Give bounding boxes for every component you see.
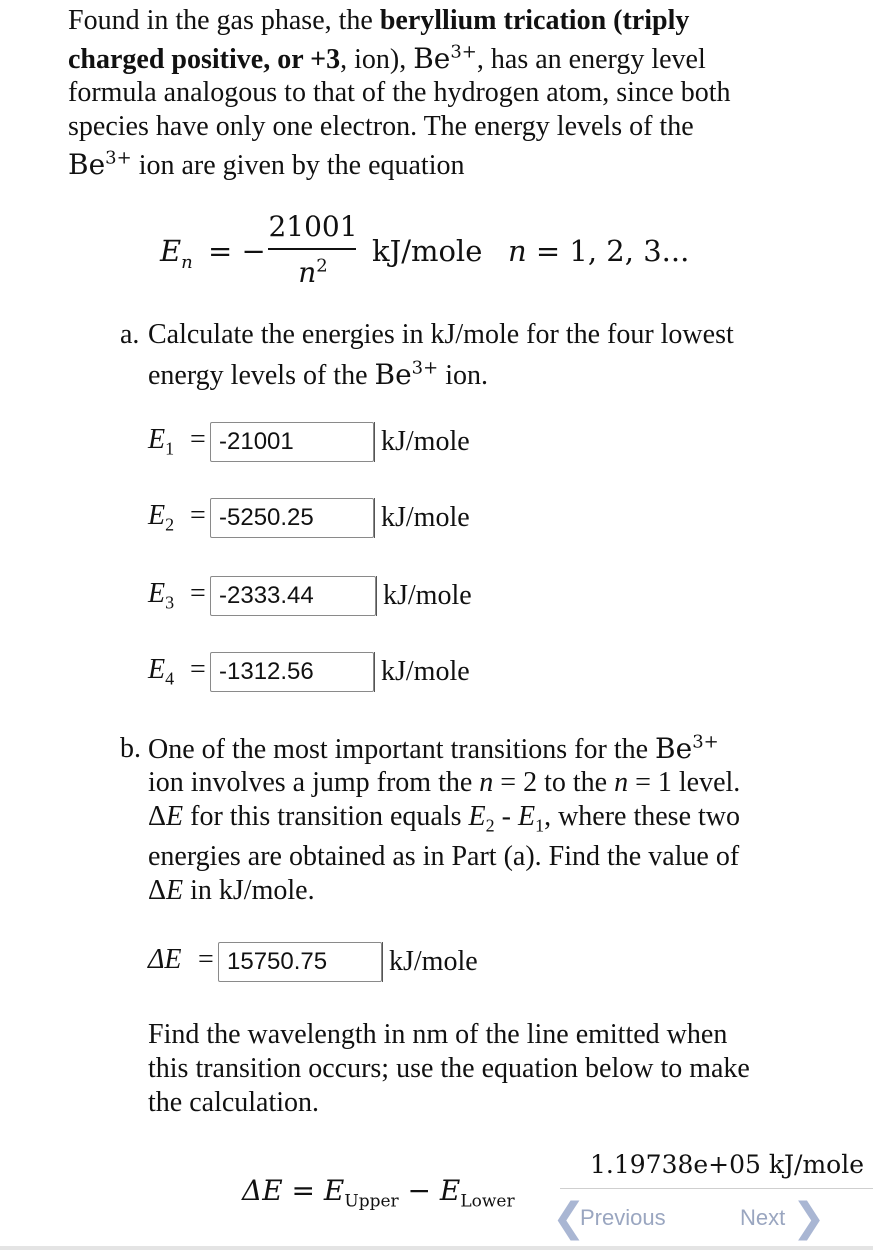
equation-numerator: 21001 [268, 210, 358, 243]
part-b-line-2 [148, 766, 808, 800]
part-b-question [120, 731, 820, 906]
find-line-3: the calculation. [148, 1087, 320, 1118]
part-b-line-5a: in kJ/mole. [183, 875, 315, 906]
ion-charge-2: 3+ [105, 147, 132, 169]
ion-base-3: Be [374, 358, 412, 391]
intro-text-1: Found in the gas phase, the [68, 5, 380, 36]
e1-input[interactable] [210, 422, 374, 462]
part-a-line-1: Calculate the energies in kJ/mole for the four lowest [148, 319, 734, 350]
chevron-left-icon: ❮ [552, 1195, 586, 1241]
ion-charge: 3+ [450, 41, 477, 63]
e2-unit: kJ/mole [374, 498, 470, 538]
intro-bold-1: beryllium trication (triply [379, 5, 690, 36]
part-b-eq2: = 2 to the [493, 767, 615, 798]
equation-fraction-bar [268, 248, 356, 250]
bottom-eq-fraction-bar [560, 1188, 873, 1189]
part-a-line-2-text: energy levels of the [148, 360, 375, 391]
bottom-eq-lhs-text: ΔE = E [242, 1174, 345, 1207]
e1-var: E [148, 424, 166, 455]
e4-var: E [148, 654, 166, 685]
e4-input[interactable] [210, 652, 374, 692]
bottom-eq-lower: Lower [460, 1191, 515, 1212]
previous-label: Previous [580, 1205, 666, 1230]
bottom-eq-upper: Upper [344, 1191, 399, 1212]
find-line-2: this transition occurs; use the equation below to make [148, 1053, 750, 1084]
part-b-line-2a: ion involves a jump from the [148, 767, 480, 798]
part-b-line-1-text: One of the most important transitions for the [148, 734, 656, 765]
e1-sub: 1 [165, 438, 175, 459]
ion-base: Be [413, 42, 451, 75]
ion-base-4: Be [655, 732, 693, 765]
e4-sub: 4 [165, 668, 175, 689]
bottom-divider [0, 1246, 873, 1250]
equation-equals-minus: = − [208, 234, 266, 268]
ion-symbol-2 [68, 148, 132, 181]
bottom-eq-lhs [242, 1174, 515, 1212]
intro-line-5 [68, 148, 828, 182]
part-b-eq1: = 1 level. [628, 767, 741, 798]
next-label: Next [740, 1205, 786, 1230]
equation-denominator-var: n [298, 256, 317, 289]
part-a-line-2 [148, 358, 808, 392]
delta-e-label: ΔE [148, 944, 182, 975]
e1-label [148, 424, 175, 459]
e2-var: E [148, 500, 166, 531]
delta-e-input[interactable] [218, 942, 382, 982]
part-b-label: b. [120, 733, 141, 764]
part-b-text [148, 732, 808, 908]
delta-e-equals: = [198, 944, 214, 975]
intro-text-5: ion are given by the equation [131, 150, 465, 181]
intro-paragraph [68, 4, 828, 182]
e2-label [148, 500, 175, 535]
part-b-line-3c: - [494, 801, 518, 832]
e4-unit: kJ/mole [374, 652, 470, 692]
equation-lhs-sub: n [181, 251, 193, 273]
e2-sub: 2 [165, 514, 175, 535]
ion-charge-4: 3+ [692, 731, 719, 753]
find-wavelength-text [148, 1018, 848, 1120]
equation-n-range: = 1, 2, 3... [535, 234, 690, 268]
bottom-eq-numerator: 1.19738e+05 kJ/mole [590, 1150, 865, 1179]
intro-text-2: , ion), [340, 44, 414, 75]
equation-denominator-exp: 2 [316, 255, 328, 277]
equation-n-values [508, 234, 689, 268]
equation-lhs [160, 234, 193, 273]
ion-base-2: Be [68, 148, 106, 181]
e3-label [148, 578, 175, 613]
find-line-1: Find the wavelength in nm of the line emitted when [148, 1019, 728, 1050]
bottom-eq-minus: − E [398, 1174, 461, 1207]
e2-equals: = [190, 500, 206, 531]
ion-symbol-3 [375, 358, 439, 391]
intro-line-4: species have only one electron. The energy levels of the [68, 111, 694, 142]
part-b-delta-2: Δ [148, 875, 167, 906]
intro-bold-2: charged positive, or +3 [68, 44, 341, 75]
e3-var: E [148, 578, 166, 609]
intro-line-3: formula analogous to that of the hydrogen atom, since both [68, 77, 731, 108]
part-b-line-3b: for this transition equals [183, 801, 469, 832]
equation-denominator [268, 256, 358, 289]
e3-input[interactable] [210, 576, 376, 616]
chevron-right-icon: ❯ [792, 1195, 826, 1241]
equation-unit: kJ/mole [372, 234, 483, 268]
part-b-line-3: ΔE for this transition equals $E_2 - E_1$, where these two [148, 801, 741, 836]
delta-e-unit: kJ/mole [382, 942, 478, 982]
e4-label [148, 654, 175, 689]
part-a-line-2-tail: ion. [438, 360, 488, 391]
e1-equals: = [190, 424, 206, 455]
part-b-n-2: n [614, 767, 629, 798]
e3-equals: = [190, 578, 206, 609]
ion-symbol-4 [655, 732, 719, 765]
ion-symbol [413, 42, 477, 75]
part-b-line-3d: , where these two [544, 801, 741, 832]
part-b-line-4: energies are obtained as in Part (a). Find the value of [148, 841, 740, 872]
part-a-text [148, 318, 808, 392]
intro-line-1 [68, 4, 828, 38]
e1-unit: kJ/mole [374, 422, 470, 462]
e2-input[interactable] [210, 498, 374, 538]
equation-lhs-var: E [160, 234, 182, 268]
intro-text-3: , has an energy level [476, 44, 706, 75]
part-b-line-1 [148, 732, 808, 766]
ion-charge-3: 3+ [411, 357, 439, 379]
part-b-delta: Δ [148, 801, 167, 832]
e4-equals: = [190, 654, 206, 685]
part-b-n-1: n [479, 767, 494, 798]
equation-n: n [508, 234, 527, 268]
e3-sub: 3 [165, 592, 175, 613]
e3-unit: kJ/mole [376, 576, 472, 616]
part-b-line-5: ΔE in kJ/mole. [148, 875, 315, 906]
part-a-label: a. [120, 319, 140, 350]
intro-line-2 [68, 42, 828, 76]
part-a-question [120, 318, 820, 391]
